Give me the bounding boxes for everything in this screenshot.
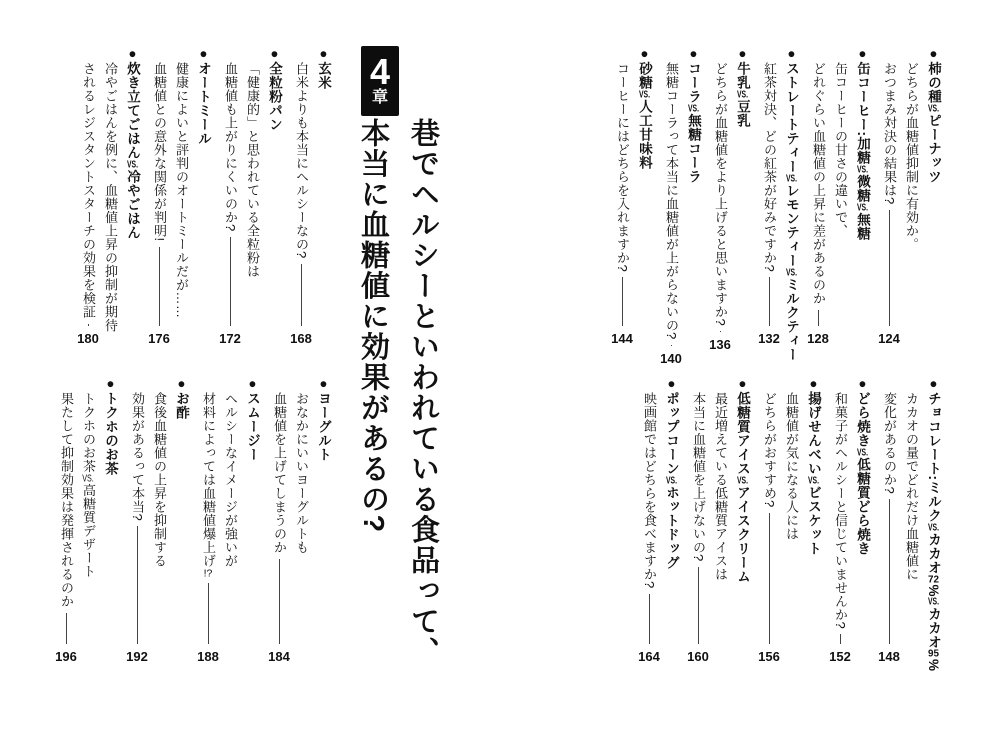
leader-line xyxy=(709,326,731,338)
page-number: 128 xyxy=(807,331,829,346)
entry-description: 映画館ではどちらを食べますか? 164 xyxy=(638,392,660,664)
page-number: 148 xyxy=(878,649,900,664)
toc-band-right-bottom xyxy=(633,376,944,672)
entry-title: ●オートミール xyxy=(196,46,211,146)
leader-line xyxy=(197,578,219,650)
page-number: 184 xyxy=(268,649,290,664)
entry-description: トクホのお茶VS.高糖質デザート xyxy=(81,392,96,578)
page-number: 144 xyxy=(611,331,633,346)
chapter-title-line-1: 巷でヘルシーといわれている食品って、 xyxy=(407,118,439,667)
leader-line xyxy=(268,554,290,650)
page-number: 124 xyxy=(878,331,900,346)
entry-description: 本当に血糖値を上げないの? 160 xyxy=(687,392,709,664)
page-number: 164 xyxy=(638,649,660,664)
entry-title: ●ポップコーンVS.ホットドッグ xyxy=(664,376,679,570)
leader-line xyxy=(126,521,148,650)
entry-description: 材料によっては血糖値爆上げ!? 188 xyxy=(197,392,219,664)
entry-description: 血糖値を上げてしまうのか 184 xyxy=(268,392,290,664)
page-number: 172 xyxy=(219,331,241,346)
leader-line xyxy=(807,305,829,332)
page-number: 168 xyxy=(290,331,312,346)
toc-entry xyxy=(55,376,121,664)
leader-line xyxy=(55,608,77,650)
entry-title: ●ヨーグルト xyxy=(316,376,331,462)
entry-description: 「健康的」と思われている全粒粉は xyxy=(245,62,260,278)
entry-description: 食後血糖値の上昇を抑制する xyxy=(152,392,167,568)
toc-entry xyxy=(126,376,192,664)
entry-description: 和菓子がヘルシーと信じていませんか? 152 xyxy=(829,392,851,664)
leader-line xyxy=(758,508,780,650)
entry-title: ●低糖質アイスVS.アイスクリーム xyxy=(735,376,750,584)
chapter-title-block xyxy=(348,46,448,686)
toc-entry xyxy=(660,46,704,366)
entry-description: どちらが血糖値をより上げると思いますか? 136 xyxy=(709,62,731,353)
toc-entry xyxy=(197,376,263,664)
entry-title: ●牛乳VS.豆乳 xyxy=(735,46,750,128)
entry-title: ●どら焼きVS.低糖質どら焼き xyxy=(855,376,870,556)
leader-line xyxy=(638,589,660,650)
leader-line xyxy=(219,232,241,332)
leader-line xyxy=(687,562,709,650)
toc-entry xyxy=(268,376,334,664)
entry-title: ●コーラVS.無糖コーラ xyxy=(686,46,701,184)
entry-title: ●玄米 xyxy=(316,46,331,90)
entry-title: ●缶コーヒー:加糖VS.微糖VS.無糖 xyxy=(855,46,870,241)
page-number: 132 xyxy=(758,331,780,346)
entry-title: ●チョコレート:ミルクVS.カカオ72%VS.カカオ95% xyxy=(926,376,941,672)
entry-description: 健康によいと評判のオートミールだが…… xyxy=(174,62,189,319)
toc-entry xyxy=(77,46,143,346)
entry-description: カカオの量でどれだけ血糖値に xyxy=(904,392,919,581)
entry-description: 無糖コーラって本当に血糖値が上がらないの? 140 xyxy=(660,62,682,366)
toc-band-left-bottom xyxy=(50,376,334,664)
leader-line xyxy=(878,494,900,650)
leader-line xyxy=(878,205,900,332)
leader-line xyxy=(290,259,312,332)
chapter-number-badge xyxy=(361,46,399,116)
page-number: 156 xyxy=(758,649,780,664)
toc-entry xyxy=(290,46,334,346)
entry-title: ●トクホのお茶 xyxy=(103,376,118,476)
entry-description: どれぐらい血糖値の上昇に差があるのか 128 xyxy=(807,62,829,346)
entry-description: 紅茶対決、どの紅茶が好みですか? 132 xyxy=(758,62,780,346)
entry-description: 白米よりも本当にヘルシーなの? 168 xyxy=(290,62,312,346)
entry-description: 最近増えている低糖質アイスは xyxy=(713,392,728,581)
page-number: 152 xyxy=(829,649,851,664)
entry-description: コーヒーにはどちらを入れますか? 144 xyxy=(611,62,633,346)
toc-entry xyxy=(638,376,682,664)
toc-entry xyxy=(878,46,944,346)
toc-entry xyxy=(611,46,655,346)
chapter-number: 4 xyxy=(369,51,391,92)
toc-band-right-top xyxy=(606,46,944,366)
entry-description: どちらが血糖値抑制に有効か。 xyxy=(904,62,919,251)
leader-line xyxy=(77,319,99,333)
entry-title: ●全粒粉パン xyxy=(267,46,282,132)
page-number: 160 xyxy=(687,649,709,664)
entry-description: 変化があるのか? 148 xyxy=(878,392,900,664)
entry-title: ●柿の種VS.ピーナッツ xyxy=(926,46,941,184)
toc-entry xyxy=(219,46,285,346)
toc-entry xyxy=(687,376,753,664)
leader-line xyxy=(148,242,170,332)
entry-description: 血糖値が気になる人には xyxy=(784,392,799,541)
page-number: 188 xyxy=(197,649,219,664)
toc-entry xyxy=(758,376,824,664)
toc-entry xyxy=(807,46,873,346)
toc-entry xyxy=(878,376,944,672)
leader-line xyxy=(660,340,682,352)
entry-description: 缶コーヒーの甘さの違いで、 xyxy=(833,62,848,238)
entry-description: 冷やごはんを例に、血糖値上昇の抑制が期待 xyxy=(103,62,118,332)
entry-title: ●砂糖VS.人工甘味料 xyxy=(637,46,652,170)
entry-description: 血糖値との意外な関係が判明! 176 xyxy=(148,62,170,346)
toc-entry xyxy=(829,376,873,664)
toc-band-left-top xyxy=(72,46,334,346)
toc-entry xyxy=(709,46,753,353)
entry-description: 効果があるって本当? 192 xyxy=(126,392,148,664)
toc-entry xyxy=(758,46,802,362)
entry-description: 血糖値も上がりにくいのか? 172 xyxy=(219,62,241,346)
entry-description: どちらがおすすめ? 156 xyxy=(758,392,780,664)
leader-line xyxy=(829,629,851,650)
entry-description: おつまみ対決の結果は? 124 xyxy=(878,62,900,346)
entry-description: されるレジスタントスターチの効果を検証 180 xyxy=(77,62,99,346)
page-number: 196 xyxy=(55,649,77,664)
entry-description: ヘルシーなイメージが強いが xyxy=(223,392,238,568)
leader-line xyxy=(611,272,633,332)
page-number: 136 xyxy=(709,337,731,353)
page-number: 176 xyxy=(148,331,170,346)
entry-title: ●スムージー xyxy=(245,376,260,462)
chapter-title-line-2: 本当に血糖値に効果があるの? xyxy=(357,118,389,534)
page-number: 180 xyxy=(77,331,99,346)
entry-description: おなかにいいヨーグルトも xyxy=(294,392,309,554)
entry-title: ●揚げせんべいVS.ビスケット xyxy=(806,376,821,556)
chapter-suffix: 章 xyxy=(371,89,388,106)
entry-title: ●ストレートティーVS.レモンティーVS.ミルクティー xyxy=(784,46,799,362)
entry-title: ●お酢 xyxy=(174,376,189,420)
leader-line xyxy=(758,272,780,332)
entry-title: ●炊き立てごはんVS.冷やごはん xyxy=(125,46,140,240)
toc-entry xyxy=(148,46,214,346)
page-number: 140 xyxy=(660,350,682,366)
entry-description: 果たして抑制効果は発揮されるのか 196 xyxy=(55,392,77,664)
page-number: 192 xyxy=(126,649,148,664)
